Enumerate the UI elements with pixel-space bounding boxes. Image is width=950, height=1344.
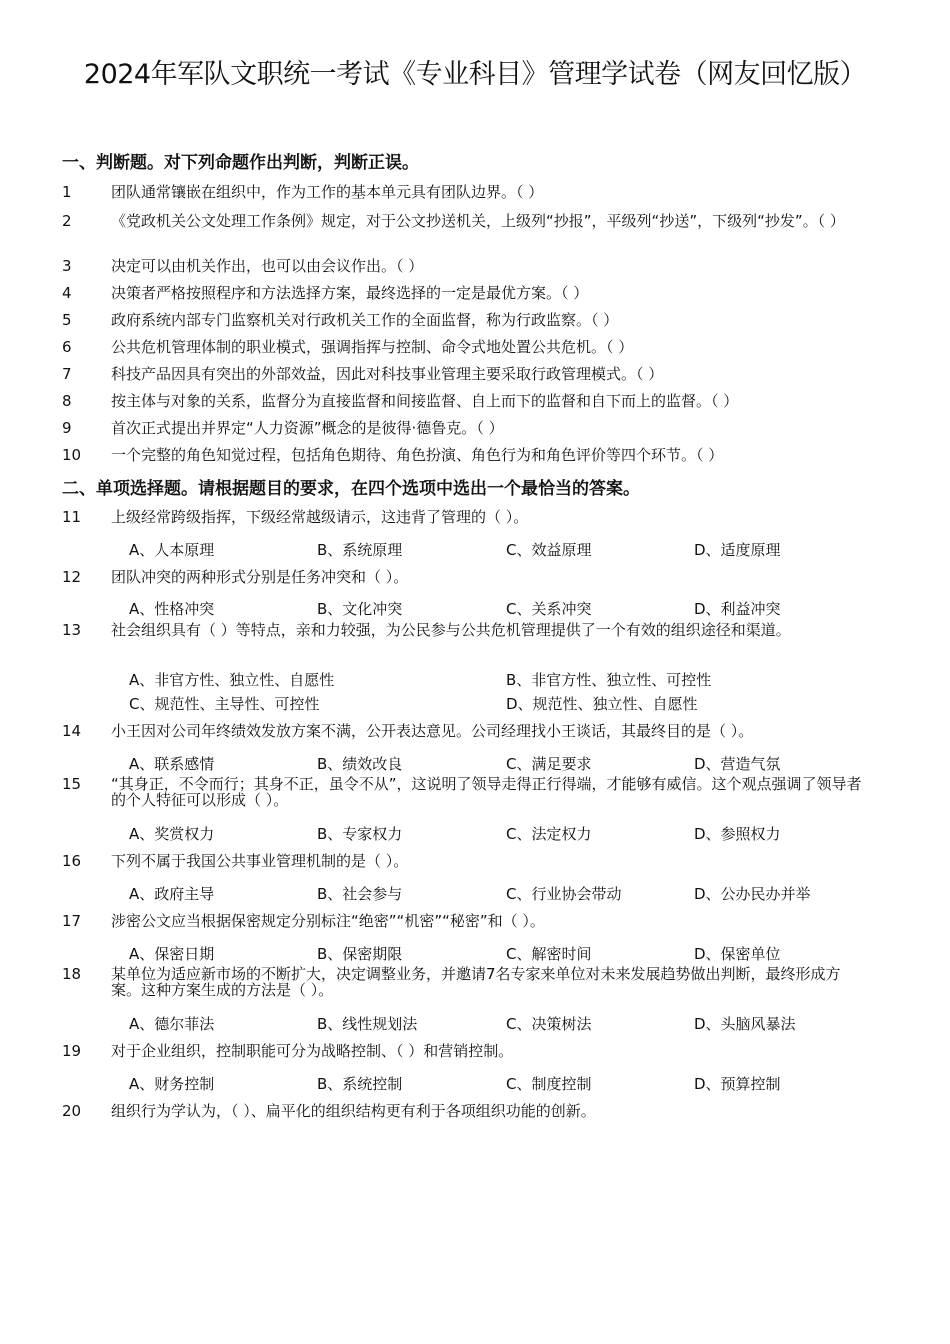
option-b: B、专家权力 — [317, 825, 403, 843]
option-d: D、头脑风暴法 — [694, 1015, 796, 1033]
question-text: 下列不属于我国公共事业管理机制的是（ ）。 — [111, 852, 409, 870]
option-a: A、政府主导 — [129, 885, 215, 903]
option-b: B、文化冲突 — [317, 600, 403, 618]
option-b: B、线性规划法 — [317, 1015, 418, 1033]
option-d: D、利益冲突 — [694, 600, 781, 618]
exam-title: 2024年军队文职统一考试《专业科目》管理学试卷（网友回忆版） — [83, 59, 867, 90]
option-a: A、财务控制 — [129, 1075, 215, 1093]
option-a: A、奖赏权力 — [129, 825, 215, 843]
option-b: B、社会参与 — [317, 885, 403, 903]
question-number: 20 — [62, 1102, 82, 1120]
question-text: 上级经常跨级指挥，下级经常越级请示，这违背了管理的（ ）。 — [111, 508, 529, 526]
option-b: B、绩效改良 — [317, 755, 403, 773]
question-text: 小王因对公司年终绩效发放方案不满，公开表达意见。公司经理找小王谈话，其最终目的是（ ）。 — [111, 722, 754, 740]
option-c: C、满足要求 — [506, 755, 592, 773]
question-number: 19 — [62, 1042, 82, 1060]
option-a: A、人本原理 — [129, 541, 215, 559]
option-d: D、适度原理 — [694, 541, 781, 559]
option-b: B、保密期限 — [317, 945, 403, 963]
question-text: 社会组织具有（ ）等特点，亲和力较强，为公民参与公共危机管理提供了一个有效的组织途径和渠道。 — [111, 621, 791, 639]
question-number: 1 — [62, 183, 72, 201]
question-text: 按主体与对象的关系，监督分为直接监督和间接监督、自上而下的监督和自下而上的监督。（ ） — [111, 392, 739, 410]
question-text: 团队冲突的两种形式分别是任务冲突和（ ）。 — [111, 568, 409, 586]
question-text: 组织行为学认为，（ ）、扁平化的组织结构更有利于各项组织功能的创新。 — [111, 1102, 596, 1120]
option-b: B、系统控制 — [317, 1075, 403, 1093]
option-c: C、解密时间 — [506, 945, 592, 963]
question-number: 10 — [62, 446, 82, 464]
question-number: 3 — [62, 257, 72, 275]
question-number: 14 — [62, 722, 82, 740]
question-text: 决策者严格按照程序和方法选择方案，最终选择的一定是最优方案。（ ） — [111, 284, 589, 302]
option-c: C、法定权力 — [506, 825, 592, 843]
question-number: 8 — [62, 392, 72, 410]
question-number: 18 — [62, 965, 82, 983]
question-number: 7 — [62, 365, 72, 383]
question-text: 决定可以由机关作出，也可以由会议作出。（ ） — [111, 257, 424, 275]
option-d: D、营造气氛 — [694, 755, 781, 773]
option-a: A、性格冲突 — [129, 600, 215, 618]
option-c: C、制度控制 — [506, 1075, 592, 1093]
question-number: 17 — [62, 912, 82, 930]
option-c: C、效益原理 — [506, 541, 592, 559]
question-number: 12 — [62, 568, 82, 586]
question-number: 2 — [62, 212, 72, 230]
question-text: “其身正，不令而行；其身不正，虽令不从”，这说明了领导走得正行得端，才能够有威信。这个观点强调了领导者的个人特征可以形成（ ）。 — [111, 775, 862, 809]
option-a: A、保密日期 — [129, 945, 215, 963]
option-b: B、系统原理 — [317, 541, 403, 559]
option-d: D、预算控制 — [694, 1075, 781, 1093]
question-text: 某单位为适应新市场的不断扩大，决定调整业务，并邀请7名专家来单位对未来发展趋势做出判断，最终形成方案。这种方案生成的方法是（ ）。 — [111, 965, 841, 999]
section-heading-judgment: 一、判断题。对下列命题作出判断，判断正误。 — [62, 153, 419, 173]
option-c: C、关系冲突 — [506, 600, 592, 618]
question-number: 6 — [62, 338, 72, 356]
question-text: 一个完整的角色知觉过程，包括角色期待、角色扮演、角色行为和角色评价等四个环节。（ ） — [111, 446, 724, 464]
question-text: 对于企业组织，控制职能可分为战略控制、（ ）和营销控制。 — [111, 1042, 514, 1060]
question-number: 9 — [62, 419, 72, 437]
question-number: 13 — [62, 621, 82, 639]
option-a: A、德尔菲法 — [129, 1015, 215, 1033]
option-d: D、规范性、独立性、自愿性 — [506, 695, 698, 713]
question-number: 15 — [62, 775, 82, 793]
option-c: C、行业协会带动 — [506, 885, 622, 903]
question-text: 科技产品因具有突出的外部效益，因此对科技事业管理主要采取行政管理模式。（ ） — [111, 365, 664, 383]
question-number: 11 — [62, 508, 82, 526]
option-a: A、联系感情 — [129, 755, 215, 773]
option-d: D、公办民办并举 — [694, 885, 811, 903]
question-number: 16 — [62, 852, 82, 870]
option-c: C、决策树法 — [506, 1015, 592, 1033]
option-b: B、非官方性、独立性、可控性 — [506, 671, 712, 689]
question-text: 涉密公文应当根据保密规定分别标注“绝密”“机密”“秘密”和（ ）。 — [111, 912, 545, 930]
question-text: 公共危机管理体制的职业模式，强调指挥与控制、命令式地处置公共危机。（ ） — [111, 338, 634, 356]
question-text: 政府系统内部专门监察机关对行政机关工作的全面监督，称为行政监察。（ ） — [111, 311, 619, 329]
option-c: C、规范性、主导性、可控性 — [129, 695, 320, 713]
question-text: 《党政机关公文处理工作条例》规定，对于公文抄送机关，上级列“抄报”，平级列“抄送”，下级列“抄发”。（ ） — [111, 212, 845, 230]
option-d: D、参照权力 — [694, 825, 781, 843]
option-d: D、保密单位 — [694, 945, 781, 963]
question-number: 4 — [62, 284, 72, 302]
option-a: A、非官方性、独立性、自愿性 — [129, 671, 335, 689]
question-number: 5 — [62, 311, 72, 329]
section-heading-choice: 二、单项选择题。请根据题目的要求，在四个选项中选出一个最恰当的答案。 — [62, 479, 640, 499]
question-text: 首次正式提出并界定“人力资源”概念的是彼得·德鲁克。（ ） — [111, 419, 504, 437]
question-text: 团队通常镶嵌在组织中，作为工作的基本单元具有团队边界。（ ） — [111, 183, 544, 201]
